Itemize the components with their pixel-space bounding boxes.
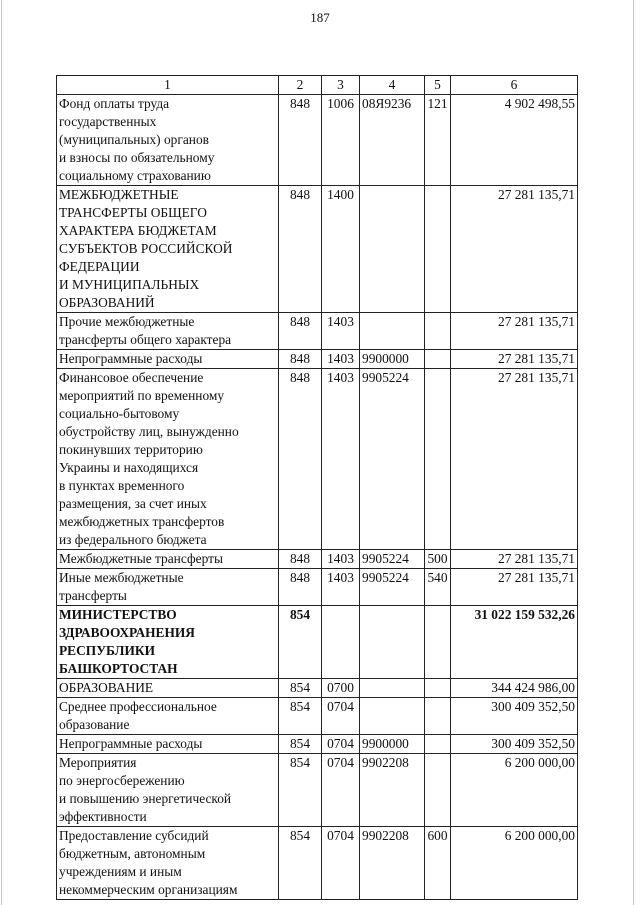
row-name-line: социальному страхованию bbox=[59, 168, 211, 183]
row-name-line: Иные межбюджетные bbox=[59, 570, 184, 585]
table-row bbox=[57, 369, 578, 550]
target-code-cell: 9902208 bbox=[360, 754, 425, 827]
row-name-line: некоммерческим организациям bbox=[59, 882, 238, 897]
row-name-line: РЕСПУБЛИКИ bbox=[59, 643, 156, 658]
amount-cell: 27 281 135,71 bbox=[451, 350, 578, 369]
column-header: 4 bbox=[360, 76, 425, 95]
admin-code-cell: 854 bbox=[279, 735, 322, 754]
row-name-line: Непрограммные расходы bbox=[59, 736, 203, 751]
row-name-line: Предоставление субсидий bbox=[59, 828, 209, 843]
table-row bbox=[57, 350, 578, 369]
row-name-line: в пунктах временного bbox=[59, 478, 185, 493]
expense-type-cell bbox=[425, 754, 451, 827]
admin-code-cell: 848 bbox=[279, 95, 322, 186]
target-code-cell bbox=[360, 606, 425, 679]
section-code-cell: 0700 bbox=[322, 679, 360, 698]
row-name-cell bbox=[57, 186, 279, 313]
amount-cell: 27 281 135,71 bbox=[451, 369, 578, 550]
row-name-line: (муниципальных) органов bbox=[59, 132, 209, 147]
row-name-line: МИНИСТЕРСТВО bbox=[59, 607, 177, 622]
section-code-cell: 1403 bbox=[322, 569, 360, 606]
row-name-line: обустройству лиц, вынужденно bbox=[59, 424, 239, 439]
row-name-line: Прочие межбюджетные bbox=[59, 314, 195, 329]
row-name-line: и взносы по обязательному bbox=[59, 150, 215, 165]
table-row bbox=[57, 606, 578, 679]
expense-type-cell bbox=[425, 186, 451, 313]
row-name-line: Межбюджетные трансферты bbox=[59, 551, 223, 566]
row-name-cell bbox=[57, 95, 279, 186]
row-name-cell bbox=[57, 350, 279, 369]
section-code-cell bbox=[322, 606, 360, 679]
row-name-line: эффективности bbox=[59, 809, 147, 824]
amount-cell: 27 281 135,71 bbox=[451, 569, 578, 606]
row-name-cell bbox=[57, 735, 279, 754]
table-row bbox=[57, 550, 578, 569]
target-code-cell bbox=[360, 679, 425, 698]
table-row bbox=[57, 569, 578, 606]
column-header: 1 bbox=[57, 76, 279, 95]
section-code-cell: 0704 bbox=[322, 698, 360, 735]
row-name-cell bbox=[57, 369, 279, 550]
amount-cell: 27 281 135,71 bbox=[451, 313, 578, 350]
row-name-cell bbox=[57, 569, 279, 606]
amount-cell: 6 200 000,00 bbox=[451, 827, 578, 900]
amount-cell: 31 022 159 532,26 bbox=[451, 606, 578, 679]
row-name-line: ХАРАКТЕРА БЮДЖЕТАМ bbox=[59, 223, 217, 238]
column-header: 2 bbox=[279, 76, 322, 95]
table-row bbox=[57, 186, 578, 313]
row-name-cell bbox=[57, 679, 279, 698]
admin-code-cell: 854 bbox=[279, 754, 322, 827]
expense-type-cell bbox=[425, 313, 451, 350]
column-header: 5 bbox=[425, 76, 451, 95]
row-name-line: бюджетным, автономным bbox=[59, 846, 206, 861]
section-code-cell: 1403 bbox=[322, 350, 360, 369]
expense-type-cell: 540 bbox=[425, 569, 451, 606]
row-name-line: Среднее профессиональное bbox=[59, 699, 217, 714]
row-name-line: ФЕДЕРАЦИИ bbox=[59, 259, 140, 274]
expense-type-cell bbox=[425, 369, 451, 550]
table-header-row bbox=[57, 76, 578, 95]
table-row bbox=[57, 95, 578, 186]
row-name-line: Фонд оплаты труда bbox=[59, 96, 170, 111]
admin-code-cell: 854 bbox=[279, 679, 322, 698]
row-name-cell bbox=[57, 698, 279, 735]
row-name-line: покинувших территорию bbox=[59, 442, 203, 457]
amount-cell: 27 281 135,71 bbox=[451, 186, 578, 313]
table-body bbox=[57, 95, 578, 900]
row-name-line: размещения, за счет иных bbox=[59, 496, 207, 511]
row-name-cell bbox=[57, 550, 279, 569]
admin-code-cell: 848 bbox=[279, 350, 322, 369]
admin-code-cell: 848 bbox=[279, 569, 322, 606]
row-name-line: мероприятий по временному bbox=[59, 388, 225, 403]
target-code-cell: 9902208 bbox=[360, 827, 425, 900]
row-name-cell bbox=[57, 827, 279, 900]
target-code-cell: 9905224 bbox=[360, 369, 425, 550]
amount-cell: 4 902 498,55 bbox=[451, 95, 578, 186]
table-row bbox=[57, 735, 578, 754]
row-name-line: государственных bbox=[59, 114, 157, 129]
row-name-line: И МУНИЦИПАЛЬНЫХ bbox=[59, 277, 200, 292]
row-name-line: СУБЪЕКТОВ РОССИЙСКОЙ bbox=[59, 241, 233, 256]
row-name-line: Непрограммные расходы bbox=[59, 351, 203, 366]
section-code-cell: 1006 bbox=[322, 95, 360, 186]
row-name-line: ОБРАЗОВАНИЙ bbox=[59, 295, 155, 310]
expense-type-cell bbox=[425, 679, 451, 698]
expense-type-cell: 500 bbox=[425, 550, 451, 569]
target-code-cell bbox=[360, 313, 425, 350]
admin-code-cell: 854 bbox=[279, 606, 322, 679]
section-code-cell: 1400 bbox=[322, 186, 360, 313]
row-name-line: трансферты bbox=[59, 588, 127, 603]
amount-cell: 344 424 986,00 bbox=[451, 679, 578, 698]
target-code-cell: 9905224 bbox=[360, 550, 425, 569]
expense-type-cell: 600 bbox=[425, 827, 451, 900]
expense-type-cell bbox=[425, 606, 451, 679]
page-number: 187 bbox=[310, 10, 330, 25]
section-code-cell: 0704 bbox=[322, 754, 360, 827]
amount-cell: 6 200 000,00 bbox=[451, 754, 578, 827]
row-name-line: МЕЖБЮДЖЕТНЫЕ bbox=[59, 187, 179, 202]
amount-cell: 27 281 135,71 bbox=[451, 550, 578, 569]
table-row bbox=[57, 679, 578, 698]
admin-code-cell: 848 bbox=[279, 550, 322, 569]
table-row bbox=[57, 827, 578, 900]
row-name-cell bbox=[57, 313, 279, 350]
admin-code-cell: 848 bbox=[279, 186, 322, 313]
amount-cell: 300 409 352,50 bbox=[451, 698, 578, 735]
row-name-line: ОБРАЗОВАНИЕ bbox=[59, 680, 154, 695]
expense-type-cell bbox=[425, 735, 451, 754]
expense-type-cell bbox=[425, 698, 451, 735]
row-name-cell bbox=[57, 754, 279, 827]
row-name-line: образование bbox=[59, 717, 130, 732]
section-code-cell: 1403 bbox=[322, 369, 360, 550]
target-code-cell bbox=[360, 186, 425, 313]
column-header: 6 bbox=[451, 76, 578, 95]
row-name-cell bbox=[57, 606, 279, 679]
admin-code-cell: 854 bbox=[279, 698, 322, 735]
row-name-line: Украины и находящихся bbox=[59, 460, 199, 475]
section-code-cell: 0704 bbox=[322, 827, 360, 900]
section-code-cell: 1403 bbox=[322, 313, 360, 350]
expense-type-cell: 121 bbox=[425, 95, 451, 186]
row-name-line: трансферты общего характера bbox=[59, 332, 232, 347]
table-row bbox=[57, 698, 578, 735]
row-name-line: ЗДРАВООХРАНЕНИЯ bbox=[59, 625, 195, 640]
row-name-line: по энергосбережению bbox=[59, 773, 185, 788]
target-code-cell bbox=[360, 698, 425, 735]
table-row bbox=[57, 754, 578, 827]
target-code-cell: 08Я9236 bbox=[360, 95, 425, 186]
target-code-cell: 9900000 bbox=[360, 350, 425, 369]
row-name-line: и повышению энергетической bbox=[59, 791, 232, 806]
row-name-line: Мероприятия bbox=[59, 755, 137, 770]
row-name-line: социально-бытовому bbox=[59, 406, 180, 421]
budget-table bbox=[56, 75, 578, 900]
row-name-line: ТРАНСФЕРТЫ ОБЩЕГО bbox=[59, 205, 207, 220]
target-code-cell: 9900000 bbox=[360, 735, 425, 754]
admin-code-cell: 854 bbox=[279, 827, 322, 900]
admin-code-cell: 848 bbox=[279, 313, 322, 350]
section-code-cell: 0704 bbox=[322, 735, 360, 754]
row-name-line: БАШКОРТОСТАН bbox=[59, 661, 178, 676]
column-header: 3 bbox=[322, 76, 360, 95]
row-name-line: учреждениям и иным bbox=[59, 864, 182, 879]
row-name-line: межбюджетных трансфертов bbox=[59, 514, 225, 529]
row-name-line: Финансовое обеспечение bbox=[59, 370, 204, 385]
amount-cell: 300 409 352,50 bbox=[451, 735, 578, 754]
row-name-line: из федерального бюджета bbox=[59, 532, 207, 547]
scan-edge-left bbox=[1, 0, 2, 905]
section-code-cell: 1403 bbox=[322, 550, 360, 569]
admin-code-cell: 848 bbox=[279, 369, 322, 550]
expense-type-cell bbox=[425, 350, 451, 369]
scan-edge-right bbox=[633, 0, 634, 905]
target-code-cell: 9905224 bbox=[360, 569, 425, 606]
table-row bbox=[57, 313, 578, 350]
